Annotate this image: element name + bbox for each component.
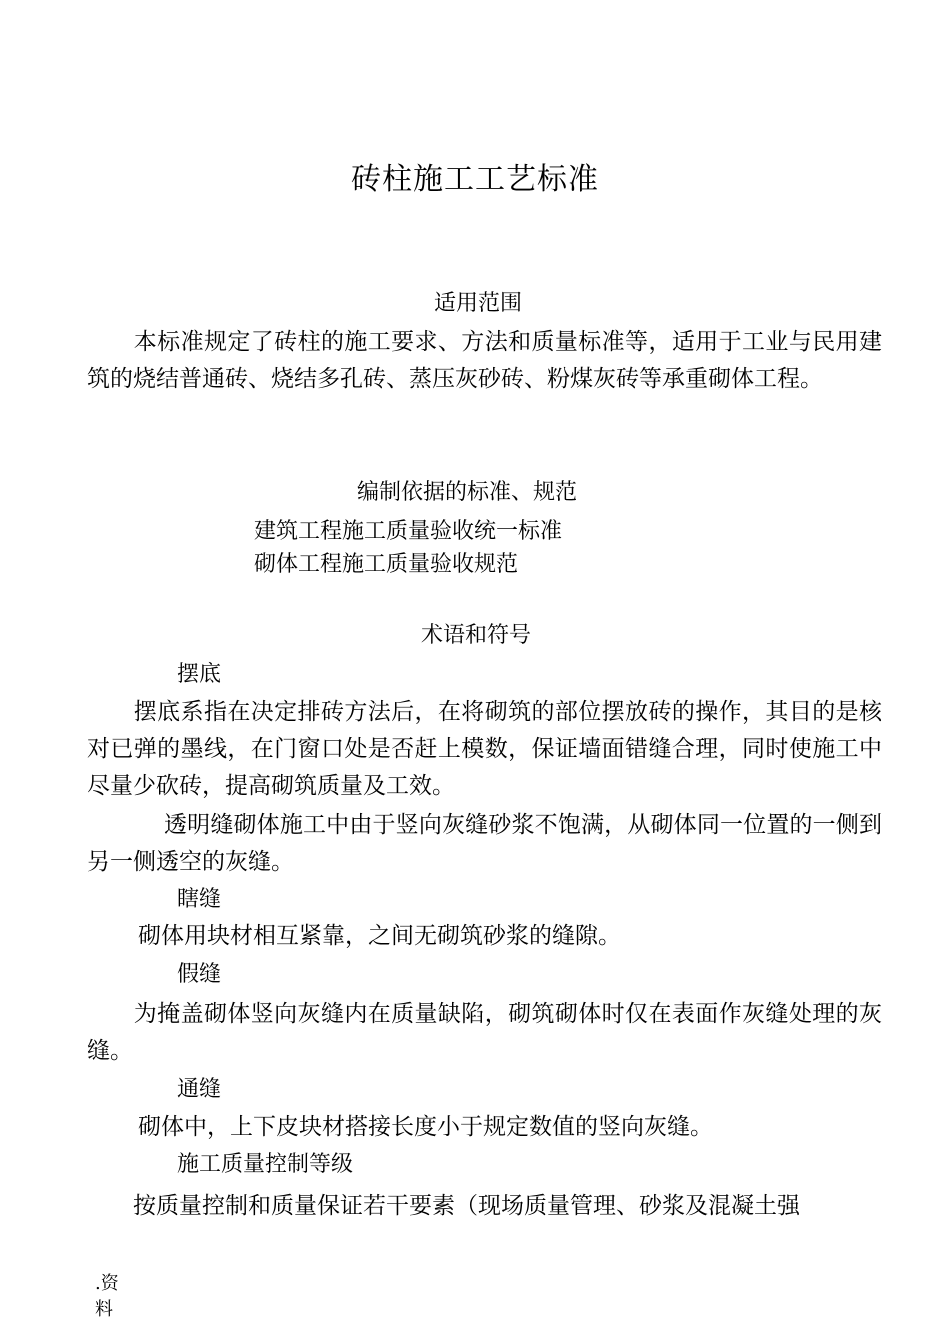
term-name-baidi: 摆底 (177, 662, 222, 687)
term-body-toumingfeng: 透明缝砌体施工中由于竖向灰缝砂浆不饱满，从砌体同一位置的一侧到另一侧透空的灰缝。 (87, 812, 882, 875)
basis-item-2: 砌体工程施工质量验收规范 (254, 552, 519, 577)
section-heading-terms: 术语和符号 (421, 623, 532, 648)
term-body-jiafeng: 为掩盖砌体竖向灰缝内在质量缺陷，砌筑砌体时仅在表面作灰缝处理的灰缝。 (87, 1001, 882, 1064)
term-body-baidi: 摆底系指在决定排砖方法后，在将砌筑的部位摆放砖的操作，其目的是核对已弹的墨线，在门窗口处是否赶上模数，保证墙面错缝合理，同时使施工中尽量少砍砖，提高砌筑质量及工效。 (87, 699, 882, 799)
term-name-xiafeng: 瞎缝 (177, 887, 222, 912)
section-heading-scope: 适用范围 (434, 291, 523, 316)
term-name-quality-level: 施工质量控制等级 (177, 1152, 354, 1177)
page-footer: .资料 (95, 1273, 119, 1320)
term-body-tongfeng: 砌体中，上下皮块材搭接长度小于规定数值的竖向灰缝。 (138, 1114, 713, 1140)
section-heading-basis: 编制依据的标准、规范 (357, 480, 578, 505)
term-name-jiafeng: 假缝 (177, 962, 222, 987)
scope-paragraph: 本标准规定了砖柱的施工要求、方法和质量标准等，适用于工业与民用建筑的烧结普通砖、烧结多孔砖、蒸压灰砂砖、粉煤灰砖等承重砌体工程。 (87, 329, 882, 392)
term-body-xiafeng: 砌体用块材相互紧靠，之间无砌筑砂浆的缝隙。 (138, 923, 621, 949)
term-body-quality-level: 按质量控制和质量保证若干要素（现场质量管理、砂浆及混凝土强 (87, 1193, 800, 1219)
document-title: 砖柱施工工艺标准 (351, 162, 599, 197)
basis-item-1: 建筑工程施工质量验收统一标准 (254, 519, 563, 544)
term-name-tongfeng: 通缝 (177, 1077, 222, 1102)
